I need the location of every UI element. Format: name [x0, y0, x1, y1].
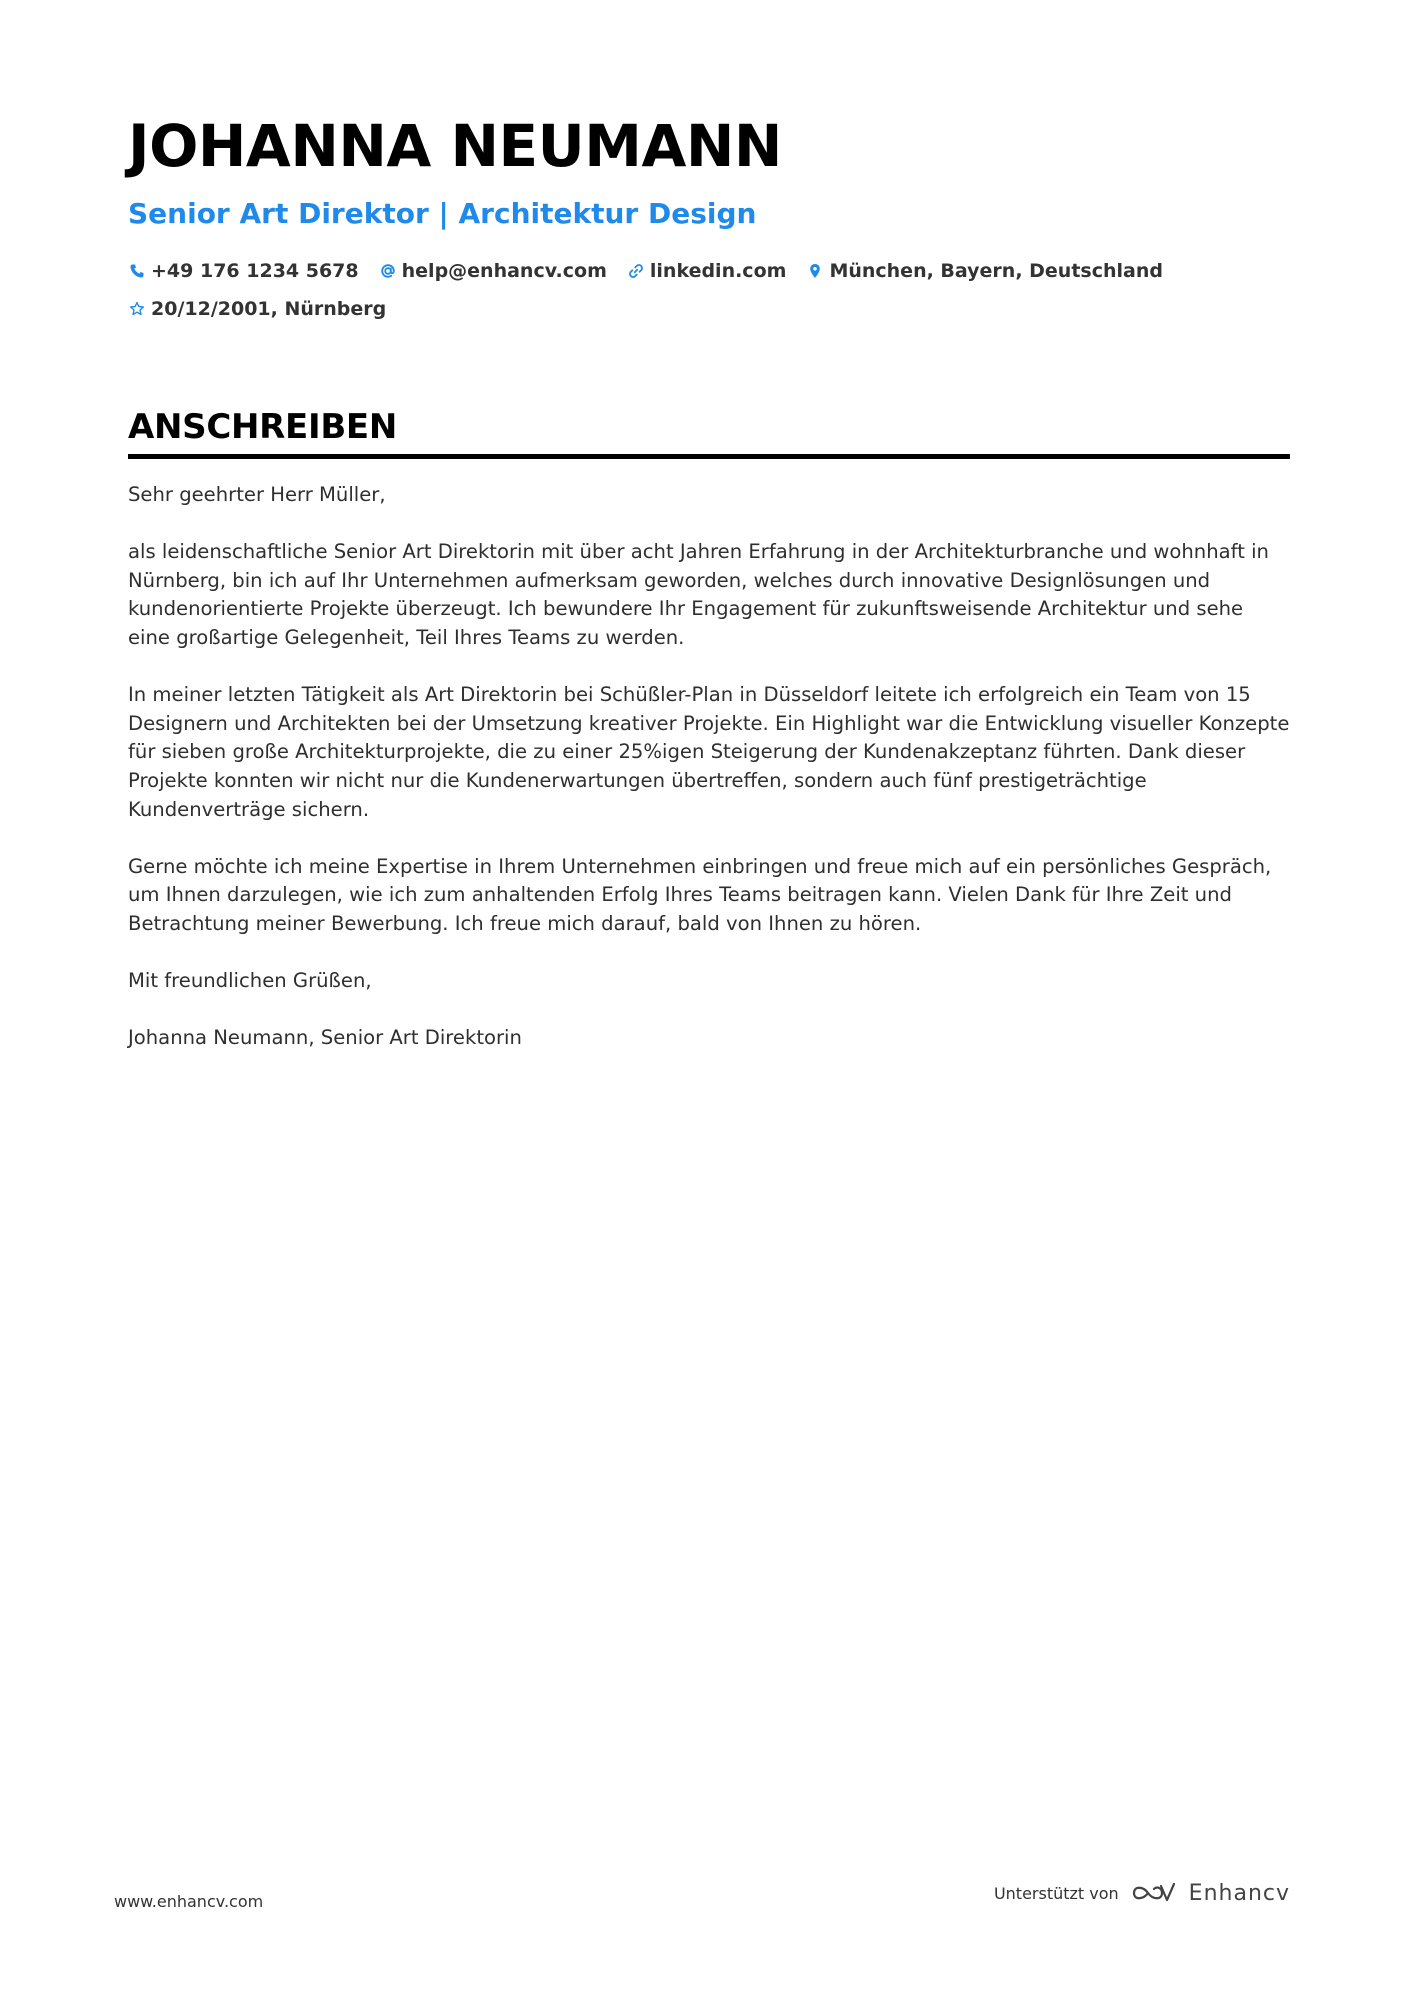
powered-by-label: Unterstützt von	[993, 1883, 1119, 1903]
header	[128, 108, 1288, 328]
letter-paragraph-1: als leidenschaftliche Senior Art Direktorin mit über acht Jahren Erfahrung in der Architekturbranche und wohnhaft in Nürnberg, bin ich auf Ihr Unternehmen aufmerksam geworden, welches durch innovative Designlösungen und kundenorientierte Projekte überzeugt. Ich bewundere Ihr Engagement für zukunftsweisende Architektur und sehe eine großartige Gelegenheit, Teil Ihres Teams zu werden.	[128, 540, 1269, 649]
contact-email-text: help@enhancv.com	[401, 260, 607, 282]
applicant-name: JOHANNA NEUMANN	[128, 112, 782, 180]
footer-website[interactable]: www.enhancv.com	[114, 1892, 264, 1911]
contact-phone-text: +49 176 1234 5678	[151, 260, 359, 282]
enhancv-logo-icon	[1131, 1880, 1177, 1906]
at-icon	[379, 262, 397, 280]
phone-icon	[128, 262, 146, 280]
contact-location	[806, 252, 1163, 290]
contact-phone[interactable]	[128, 252, 359, 290]
contact-list	[128, 252, 1288, 328]
location-icon	[806, 262, 824, 280]
letter-closing: Mit freundlichen Grüßen,	[128, 969, 372, 993]
contact-birth-text: 20/12/2001, Nürnberg	[151, 298, 387, 320]
letter-paragraph-2: In meiner letzten Tätigkeit als Art Direktorin bei Schüßler-Plan in Düsseldorf leitete ich erfolgreich ein Team von 15 Designern und Architekten bei der Umsetzung kreativer Projekte. Ein Highlight war die Entwicklung visueller Konzepte für sieben große Architekturprojekte, die zu einer 25%igen Steigerung der Kundenakzeptanz führten. Dank dieser Projekte konnten wir nicht nur die Kundenerwartungen übertreffen, sondern auch fünf prestigeträchtige Kundenverträge sichern.	[128, 683, 1290, 821]
brand-name: Enhancv	[1188, 1880, 1290, 1906]
contact-email[interactable]	[379, 252, 607, 290]
star-icon	[128, 300, 146, 318]
footer-powered-by[interactable]	[994, 1880, 1290, 1906]
letter-signature: Johanna Neumann, Senior Art Direktorin	[128, 1026, 522, 1050]
letter-salutation: Sehr geehrter Herr Müller,	[128, 483, 386, 506]
link-icon	[627, 262, 645, 280]
section-divider	[128, 454, 1290, 459]
cover-letter-section	[128, 404, 1290, 1081]
contact-location-text: München, Bayern, Deutschland	[829, 260, 1163, 282]
letter-paragraph-3: Gerne möchte ich meine Expertise in Ihrem Unternehmen einbringen und freue mich auf ein persönliches Gespräch, um Ihnen darzulegen, wie ich zum anhaltenden Erfolg Ihres Teams beitragen kann. Vielen Dank für Ihre Zeit und Betrachtung meiner Bewerbung. Ich freue mich darauf, bald von Ihnen zu hören.	[128, 854, 1272, 935]
section-title: ANSCHREIBEN	[128, 407, 398, 447]
letter-body	[128, 481, 1290, 1053]
contact-linkedin[interactable]	[627, 252, 787, 290]
contact-linkedin-text: linkedin.com	[649, 260, 787, 282]
job-title: Senior Art Direktor | Architektur Design	[128, 197, 757, 230]
contact-birth	[128, 290, 386, 328]
